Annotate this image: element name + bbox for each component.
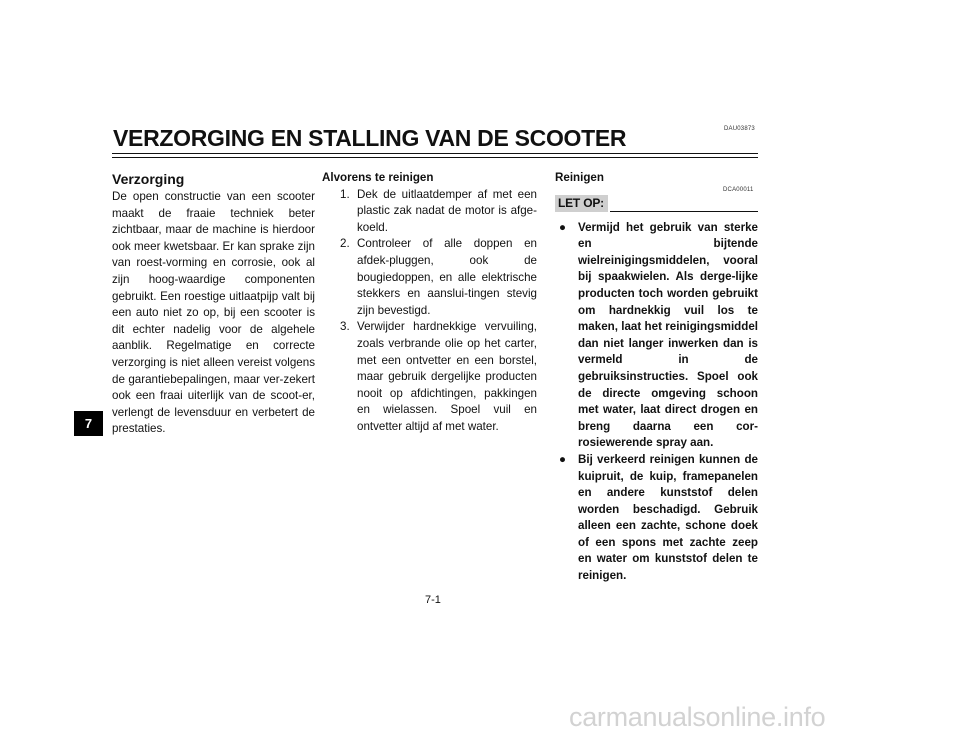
- section-heading-verzorging: Verzorging: [112, 171, 185, 187]
- caution-label: LET OP:: [555, 195, 608, 212]
- caution-rule: [610, 211, 758, 212]
- list-item: [555, 220, 758, 452]
- chapter-tab: 7: [74, 411, 103, 436]
- step-text: Dek de uitlaatdemper af met een plastic zak nadat de motor is afge-koeld.: [357, 187, 537, 234]
- page-title: VERZORGING EN STALLING VAN DE SCOOTER: [113, 125, 627, 151]
- step-text: Controleer of alle doppen en afdek-pluggen, ook de bougiedoppen, en alle elektrische stekkers en aanslui-tingen stevig zijn bevestigd.: [357, 237, 537, 317]
- step-text: Verwijder hardnekkige vervuiling, zoals verbrande olie op het carter, met een ontvetter en een borstel, maar gebruik dergelijke producten nooit op afdichtingen, pakkingen en wielassen. Spoel vuil en ontvetter altijd af met water.: [357, 320, 537, 433]
- section-code: DAU03873: [724, 126, 755, 132]
- column-middle: [322, 170, 537, 436]
- column-left: [112, 170, 315, 438]
- verzorging-paragraph: De open constructie van een scooter maakt de fraaie techniek beter zichtbaar, maar de machine is hierdoor ook meer kwetsbaar. Er kan sprake zijn van roest-vorming en corrosie, ook al zijn hoog-waardige componenten gebruikt. Een roestige uitlaatpijp valt bij een auto niet zo op, bij een scooter is dit echter nadelig voor de algehele aanblik. Regelmatige en correcte verzorging is niet alleen vereist volgens de garantiebepalingen, maar ver-zekert ook een fraai uiterlijk van de scoot-er, verlengt de levensduur en verbetert de prestaties.: [112, 190, 315, 436]
- bullet-icon: ●: [559, 220, 567, 234]
- list-item: [555, 452, 758, 585]
- column-right: [555, 170, 758, 585]
- caution-text: Vermijd het gebruik van sterke en bijtende wielreinigingsmiddelen, vooral bij spaakwielen. Als derge-lijke producten toch worden gebruikt om hardnekkig vuil los te maken, laat het reinigingsmiddel dan niet langer inwerken dan is vermeld in de gebruiksinstructies. Spoel ook de directe omgeving schoon met water, laat direct drogen en breng daarna een cor-rosiewerende spray aan.: [578, 220, 758, 450]
- watermark: carmanualsonline.info: [569, 702, 826, 732]
- cleaning-steps-list: [322, 187, 537, 436]
- caution-header: [555, 195, 758, 213]
- bullet-icon: ●: [559, 452, 567, 466]
- list-item: [322, 236, 537, 319]
- title-rule-top: [112, 153, 758, 154]
- step-number: 3.: [340, 320, 350, 334]
- section-heading-alvorens: Alvorens te reinigen: [322, 171, 434, 184]
- caution-list: [555, 220, 758, 585]
- title-rule-bottom: [112, 157, 758, 158]
- section-heading-reinigen: Reinigen: [555, 171, 604, 184]
- page-number: 7-1: [425, 594, 441, 606]
- step-number: 2.: [340, 237, 350, 251]
- list-item: [322, 187, 537, 237]
- caution-code: DCA00011: [723, 187, 754, 193]
- caution-text: Bij verkeerd reinigen kunnen de kuipruit, de kuip, framepanelen en andere kunststof delen worden beschadigd. Gebruik alleen een zachte, schone doek of een spons met zachte zeep en water om kunststof delen te reinigen.: [578, 452, 758, 583]
- list-item: [322, 319, 537, 435]
- step-number: 1.: [340, 187, 350, 201]
